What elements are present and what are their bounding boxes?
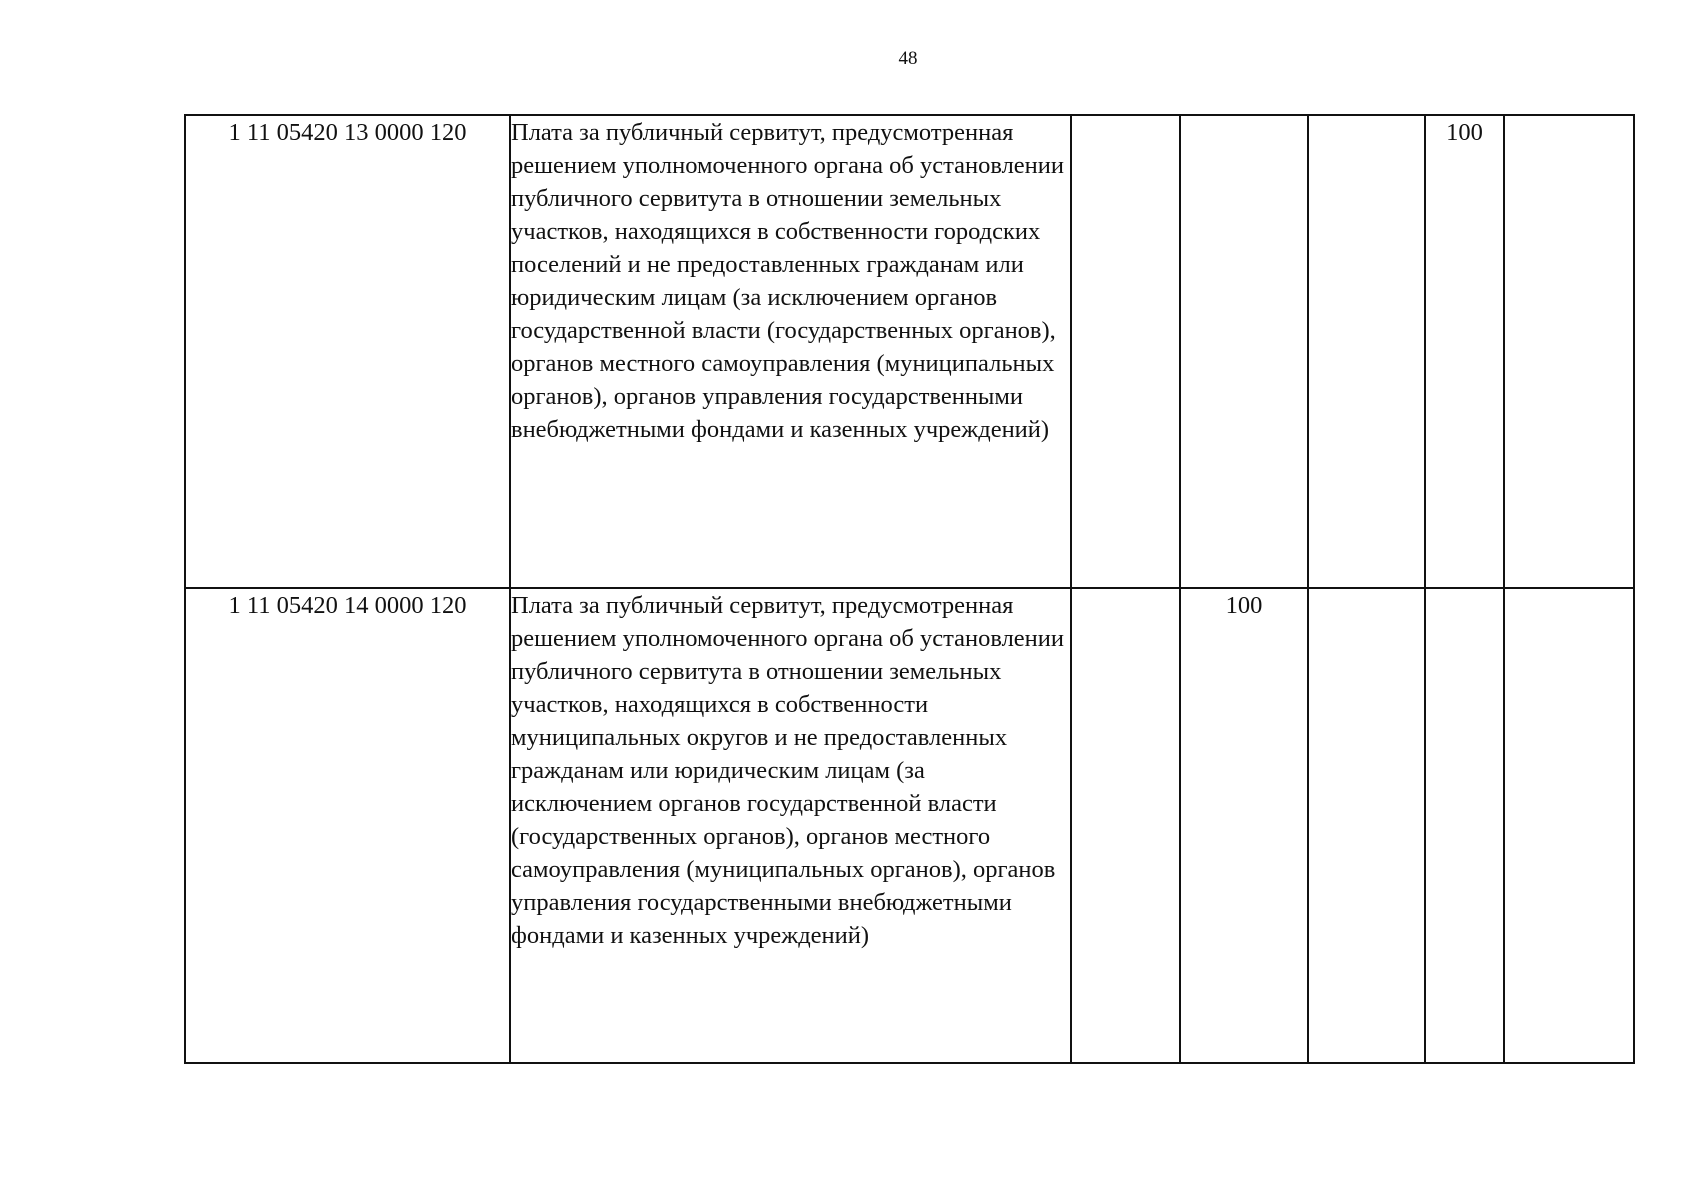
income-code: 1 11 05420 13 0000 120 [185, 115, 510, 588]
value-cell [1425, 588, 1504, 1063]
value-cell [1071, 115, 1180, 588]
value-cell [1504, 588, 1634, 1063]
income-description: Плата за публичный сервитут, предусмотренная решением уполномоченного органа об установлении публичного сервитута в отношении земельных участков, находящихся в собственности городских поселений и не предоставленных гражданам или юридическим лицам (за исключением органов государственной власти (государственных органов), органов местного самоуправления (муниципальных органов), органов управления государственными внебюджетными фондами и казенных учреждений) [510, 115, 1071, 588]
value-cell [1308, 588, 1425, 1063]
value-cell [1071, 588, 1180, 1063]
value-cell [1308, 115, 1425, 588]
income-description: Плата за публичный сервитут, предусмотренная решением уполномоченного органа об установлении публичного сервитута в отношении земельных участков, находящихся в собственности муниципальных округов и не предоставленных гражданам или юридическим лицам (за исключением органов государственной власти (государственных органов), органов местного самоуправления (муниципальных органов), органов управления государственными внебюджетными фондами и казенных учреждений) [510, 588, 1071, 1063]
value-cell: 100 [1425, 115, 1504, 588]
table-row [185, 588, 1634, 1063]
value-cell [1180, 115, 1308, 588]
table-row [185, 115, 1634, 588]
page-number: 48 [898, 48, 918, 69]
value-cell: 100 [1180, 588, 1308, 1063]
value-cell [1504, 115, 1634, 588]
budget-table [184, 114, 1635, 1064]
income-code: 1 11 05420 14 0000 120 [185, 588, 510, 1063]
